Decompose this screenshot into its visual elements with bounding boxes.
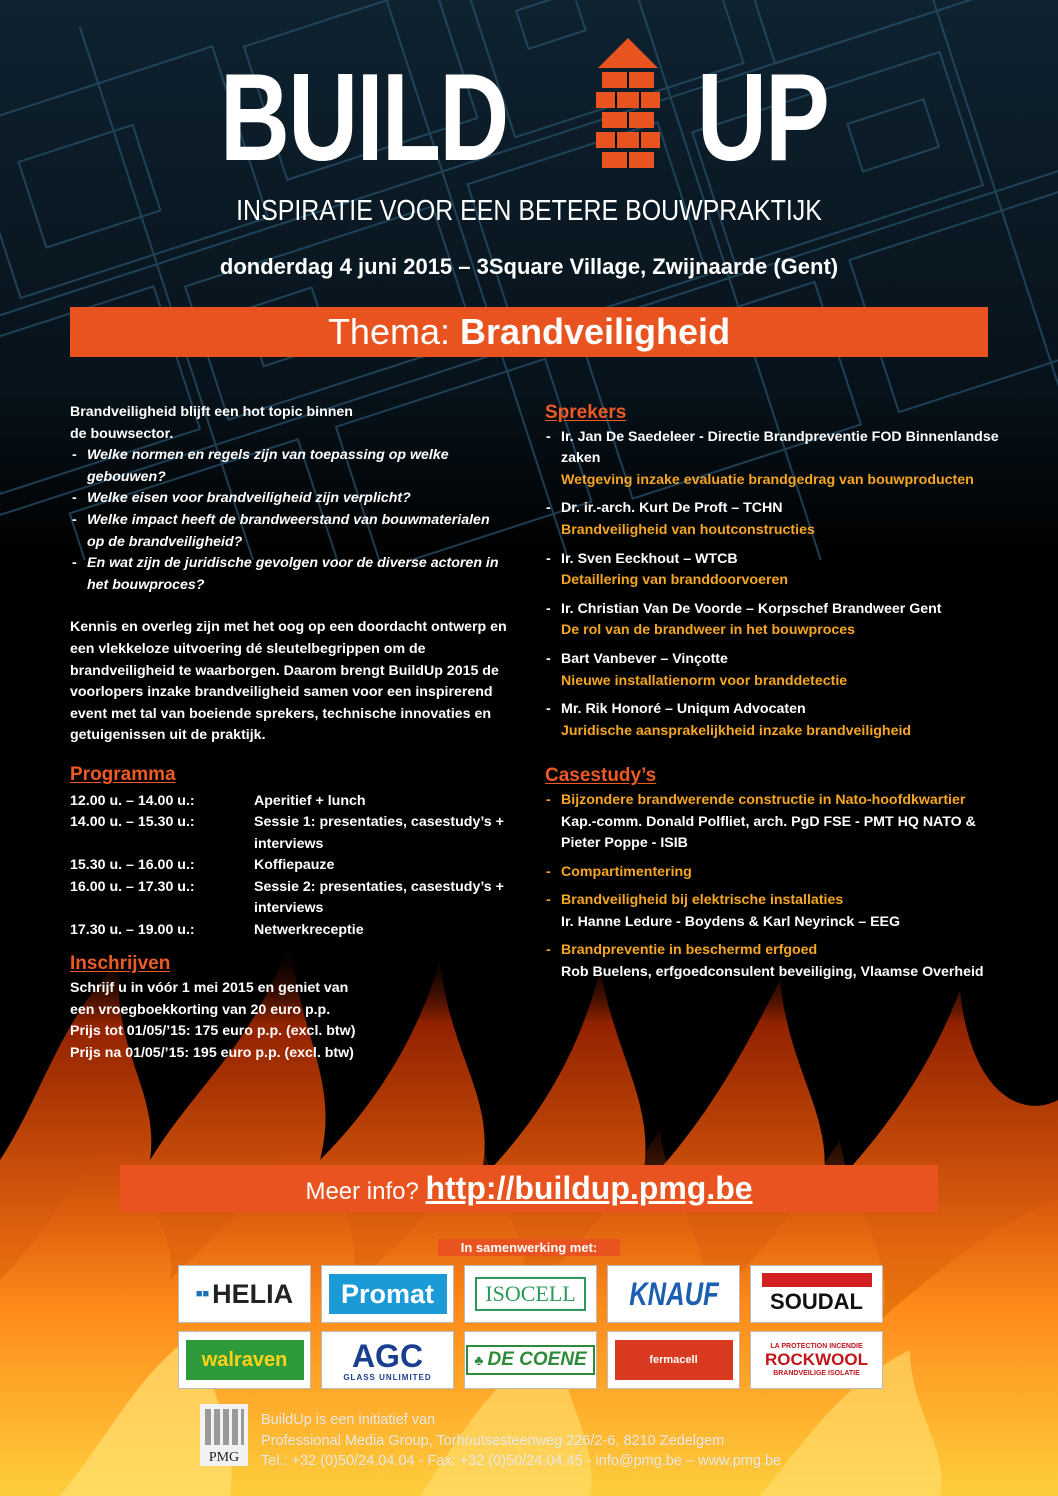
left-column bbox=[70, 402, 510, 1065]
footer-line: BuildUp is een initiatief van bbox=[261, 1412, 436, 1428]
speaker-topic: Juridische aansprakelijkheid inzake brandveiligheid bbox=[561, 722, 912, 739]
inschrijven-line: een vroegboekkorting van 20 euro p.p. bbox=[70, 1001, 331, 1018]
right-column bbox=[545, 402, 1005, 984]
casestudy-detail: Kap.-comm. Donald Polfliet, arch. PgD FSE - PMT HQ NATO & Pieter Poppe - ISIB bbox=[561, 813, 976, 852]
speaker-topic: De rol van de brandweer in het bouwproces bbox=[561, 622, 856, 639]
programma-time: 15.30 u. – 16.00 u.: bbox=[70, 857, 195, 874]
sponsor-rockwool-logo bbox=[750, 1331, 883, 1389]
sponsor-agc-logo bbox=[321, 1331, 454, 1389]
sponsor-fermacell-logo bbox=[607, 1331, 740, 1389]
logo-build-text: BUILD bbox=[220, 49, 508, 187]
theme-title: Brandveiligheid bbox=[460, 311, 731, 352]
sponsor-knauf-logo bbox=[607, 1265, 740, 1323]
pmg-logo-text: PMG bbox=[208, 1450, 240, 1465]
question-list bbox=[70, 445, 510, 596]
sponsor-agc-subtext: GLASS UNLIMITED bbox=[343, 1372, 432, 1382]
speaker-name: - Dr. ir.-arch. Kurt De Proft – TCHN bbox=[561, 500, 783, 517]
sponsor-decoene-logo: ♣ DE COENE bbox=[464, 1331, 597, 1389]
sponsor-isocell-logo bbox=[464, 1265, 597, 1323]
sponsor-rockwool-bottom: BRANDVEILIGE ISOLATIE bbox=[773, 1370, 860, 1377]
pmg-logo bbox=[200, 1404, 248, 1466]
intro-lead-line-1: Brandveiligheid blijft een hot topic binnen bbox=[70, 404, 353, 420]
programma-time: 17.30 u. – 19.00 u.: bbox=[70, 922, 195, 939]
casestudy-item bbox=[545, 790, 1005, 855]
speaker-name: - Ir. Sven Eeckhout – WTCB bbox=[561, 550, 738, 567]
programma-time: 14.00 u. – 15.30 u.: bbox=[70, 814, 195, 831]
more-info-banner bbox=[120, 1165, 938, 1212]
more-info-link[interactable]: http://buildup.pmg.be bbox=[425, 1170, 753, 1206]
casestudy-topic: - Compartimentering bbox=[561, 863, 692, 880]
speaker-name: - Mr. Rik Honoré – Uniqum Advocaten bbox=[561, 701, 806, 718]
programma-desc: Koffiepauze bbox=[254, 857, 335, 874]
inschrijven-line: Schrijf u in vóór 1 mei 2015 en geniet van bbox=[70, 980, 349, 997]
programma-time: 12.00 u. – 14.00 u.: bbox=[70, 792, 195, 809]
speaker-list bbox=[545, 427, 1005, 743]
sponsor-promat-logo bbox=[321, 1265, 454, 1323]
logo-up-text: UP bbox=[696, 49, 828, 187]
speaker-item bbox=[545, 649, 1005, 692]
cooperation-label: In samenwerking met: bbox=[438, 1239, 620, 1256]
casestudy-detail: Ir. Hanne Ledure - Boydens & Karl Neyrinck – EEG bbox=[561, 913, 901, 930]
programma-heading: Programma bbox=[70, 763, 176, 785]
footer-text bbox=[261, 1410, 781, 1472]
programma-table bbox=[70, 791, 510, 942]
theme-prefix: Thema: bbox=[327, 311, 450, 352]
sprekers-heading: Sprekers bbox=[545, 402, 627, 423]
programma-desc: Netwerkreceptie bbox=[254, 922, 364, 939]
more-info-label: Meer info? bbox=[305, 1178, 419, 1205]
sponsor-rockwool-top: LA PROTECTION INCENDIE bbox=[770, 1343, 863, 1350]
programma-row bbox=[70, 877, 510, 920]
question-item: - Welke eisen voor brandveiligheid zijn verplicht? bbox=[70, 488, 510, 510]
inschrijven-line: Prijs na 01/05/’15: 195 euro p.p. (excl. btw) bbox=[70, 1045, 354, 1062]
buildup-logo bbox=[220, 44, 828, 187]
brick-arrow-icon bbox=[588, 38, 668, 178]
theme-banner bbox=[70, 307, 988, 357]
sponsor-helia-text: HELIA bbox=[212, 1278, 294, 1309]
sponsor-rockwool-text: ROCKWOOL bbox=[765, 1350, 868, 1369]
casestudy-topic: - Bijzondere brandwerende constructie in Nato-hoofdkwartier bbox=[561, 791, 966, 808]
casestudy-detail: Rob Buelens, erfgoedconsulent beveiliging, Vlaamse Overheid bbox=[561, 964, 984, 981]
sponsor-fermacell-text: fermacell bbox=[649, 1354, 698, 1366]
speaker-name: - Bart Vanbever – Vinçotte bbox=[561, 650, 728, 667]
programma-time: 16.00 u. – 17.30 u.: bbox=[70, 878, 195, 895]
casestudy-topic: - Brandpreventie in beschermd erfgoed bbox=[561, 942, 818, 959]
programma-desc: Aperitief + lunch bbox=[254, 792, 366, 809]
sponsor-walraven-logo bbox=[178, 1331, 311, 1389]
question-item: - En wat zijn de juridische gevolgen voor de diverse actoren in het bouwproces? bbox=[70, 553, 510, 596]
casestudy-item bbox=[545, 862, 1005, 884]
programma-row bbox=[70, 791, 510, 813]
sponsor-soudal-logo bbox=[750, 1265, 883, 1323]
question-item: - Welke impact heeft de brandweerstand van bouwmaterialen op de brandveiligheid? bbox=[70, 510, 510, 553]
casestudys-heading: Casestudy’s bbox=[545, 765, 657, 787]
casestudy-list bbox=[545, 790, 1005, 984]
programma-row bbox=[70, 812, 510, 855]
programma-desc: Sessie 2: presentaties, casestudy’s + interviews bbox=[254, 878, 504, 917]
programma-desc: Sessie 1: presentaties, casestudy’s + interviews bbox=[254, 814, 504, 852]
programma-row bbox=[70, 920, 510, 942]
speaker-topic: Brandveiligheid van houtconstructies bbox=[561, 521, 815, 538]
speaker-item bbox=[545, 699, 1005, 742]
tagline: INSPIRATIE VOOR EEN BETERE BOUWPRAKTIJK bbox=[236, 195, 822, 227]
sponsor-promat-text: Promat bbox=[340, 1278, 435, 1309]
casestudy-item bbox=[545, 940, 1005, 983]
inschrijven-text bbox=[70, 978, 510, 1064]
speaker-name: - Ir. Jan De Saedeleer - Directie Brandpreventie FOD Binnenlandse zaken bbox=[561, 428, 999, 467]
speaker-topic: Nieuwe installatienorm voor branddetectie bbox=[561, 672, 848, 689]
footer-line: Tel.: +32 (0)50/24.04.04 - Fax: +32 (0)50/24.04.45 - info@pmg.be – www.pmg.be bbox=[261, 1453, 782, 1469]
sponsor-decoene-text: DE COENE bbox=[487, 1349, 587, 1370]
speaker-item bbox=[545, 427, 1005, 492]
sponsor-agc-text: AGC bbox=[351, 1337, 424, 1374]
sponsor-knauf-text: KNAUF bbox=[628, 1275, 719, 1312]
speaker-item bbox=[545, 599, 1005, 642]
intro-lead-line-2: de bouwsector. bbox=[70, 425, 174, 442]
speaker-name: - Ir. Christian Van De Voorde – Korpschef Brandweer Gent bbox=[561, 600, 942, 617]
casestudy-item bbox=[545, 890, 1005, 933]
casestudy-topic: - Brandveiligheid bij elektrische installaties bbox=[561, 892, 844, 909]
speaker-item bbox=[545, 549, 1005, 592]
question-item: - Welke normen en regels zijn van toepassing op welke gebouwen? bbox=[70, 445, 510, 488]
sponsor-isocell-text: ISOCELL bbox=[485, 1281, 576, 1306]
inschrijven-line: Prijs tot 01/05/’15: 175 euro p.p. (excl. btw) bbox=[70, 1023, 356, 1040]
programma-row bbox=[70, 855, 510, 877]
sponsor-soudal-text: SOUDAL bbox=[770, 1289, 863, 1314]
footer-line: Professional Media Group, Torhoutsesteenweg 226/2-6, 8210 Zedelgem bbox=[261, 1432, 725, 1449]
intro-paragraph: Kennis en overleg zijn met het oog op een doordacht ontwerp en een vlekkeloze uitvoering dé sleutelbegrippen om de brandveiligheid te waarborgen. Daarom brengt BuildUp 2015 de voorlopers inzake brandveiligheid samen voor een inspirerend event met tal van boeiende sprekers, technische innovaties en getuigenissen uit de praktijk. bbox=[70, 619, 507, 744]
speaker-item bbox=[545, 498, 1005, 541]
sponsor-walraven-text: walraven bbox=[201, 1348, 288, 1371]
inschrijven-heading: Inschrijven bbox=[70, 952, 171, 974]
event-date-location: donderdag 4 juni 2015 – 3Square Village, Zwijnaarde (Gent) bbox=[219, 254, 839, 279]
sponsor-helia-logo: ■■ HELIA bbox=[178, 1265, 311, 1323]
speaker-topic: Wetgeving inzake evaluatie brandgedrag van bouwproducten bbox=[561, 471, 974, 488]
speaker-topic: Detaillering van branddoorvoeren bbox=[561, 572, 789, 589]
